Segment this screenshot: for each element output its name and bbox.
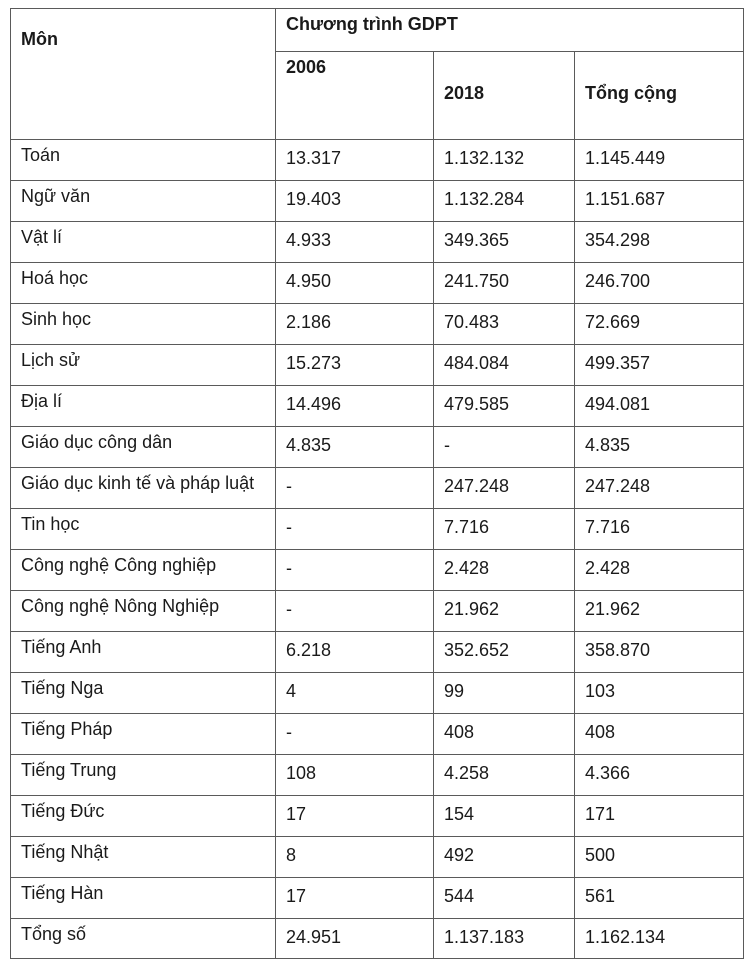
- value-2018-cell: 349.365: [434, 222, 575, 263]
- value-2006-cell: -: [276, 591, 434, 632]
- exam-registration-table: [10, 8, 744, 959]
- table-row: [11, 837, 744, 878]
- subject-cell: Vật lí: [11, 222, 276, 263]
- table-row: [11, 181, 744, 222]
- value-2018-cell: 484.084: [434, 345, 575, 386]
- value-2006-cell: 17: [276, 796, 434, 837]
- subject-cell: Lịch sử: [11, 345, 276, 386]
- value-2006-cell: 4: [276, 673, 434, 714]
- total-cell: 7.716: [575, 509, 744, 550]
- total-cell: 500: [575, 837, 744, 878]
- value-2018-cell: 247.248: [434, 468, 575, 509]
- value-2006-cell: -: [276, 509, 434, 550]
- subject-cell: Hoá học: [11, 263, 276, 304]
- header-program: Chương trình GDPT: [276, 9, 744, 52]
- total-cell: 2.428: [575, 550, 744, 591]
- value-2006-cell: 14.496: [276, 386, 434, 427]
- value-2006-cell: -: [276, 550, 434, 591]
- value-2006-cell: 2.186: [276, 304, 434, 345]
- subject-cell: Tin học: [11, 509, 276, 550]
- value-2018-cell: 154: [434, 796, 575, 837]
- table-row: [11, 263, 744, 304]
- table-row: [11, 714, 744, 755]
- total-cell: 1.151.687: [575, 181, 744, 222]
- table-row: [11, 386, 744, 427]
- table-row: [11, 550, 744, 591]
- header-2006: 2006: [276, 52, 434, 140]
- subject-cell: Giáo dục công dân: [11, 427, 276, 468]
- value-2018-cell: -: [434, 427, 575, 468]
- total-cell: 1.162.134: [575, 919, 744, 959]
- value-2018-cell: 99: [434, 673, 575, 714]
- subject-cell: Công nghệ Công nghiệp: [11, 550, 276, 591]
- subject-cell: Sinh học: [11, 304, 276, 345]
- total-cell: 494.081: [575, 386, 744, 427]
- header-total: Tổng cộng: [575, 52, 744, 140]
- value-2018-cell: 70.483: [434, 304, 575, 345]
- subject-cell: Toán: [11, 140, 276, 181]
- value-2018-cell: 479.585: [434, 386, 575, 427]
- total-cell: 246.700: [575, 263, 744, 304]
- table-row: [11, 632, 744, 673]
- value-2018-cell: 21.962: [434, 591, 575, 632]
- table-row: [11, 591, 744, 632]
- value-2018-cell: 1.137.183: [434, 919, 575, 959]
- table-row: [11, 755, 744, 796]
- total-cell: 247.248: [575, 468, 744, 509]
- value-2006-cell: 13.317: [276, 140, 434, 181]
- table-row: [11, 919, 744, 959]
- total-cell: 4.366: [575, 755, 744, 796]
- value-2018-cell: 408: [434, 714, 575, 755]
- value-2006-cell: 8: [276, 837, 434, 878]
- value-2006-cell: 4.950: [276, 263, 434, 304]
- total-cell: 358.870: [575, 632, 744, 673]
- header-subject: Môn: [11, 9, 276, 140]
- subject-cell: Công nghệ Nông Nghiệp: [11, 591, 276, 632]
- value-2018-cell: 2.428: [434, 550, 575, 591]
- value-2006-cell: -: [276, 468, 434, 509]
- subject-cell: Tiếng Pháp: [11, 714, 276, 755]
- value-2006-cell: 4.933: [276, 222, 434, 263]
- table-row: [11, 345, 744, 386]
- total-cell: 103: [575, 673, 744, 714]
- value-2006-cell: 19.403: [276, 181, 434, 222]
- header-2018: 2018: [434, 52, 575, 140]
- table-row: [11, 509, 744, 550]
- value-2006-cell: 15.273: [276, 345, 434, 386]
- total-cell: 1.145.449: [575, 140, 744, 181]
- subject-cell: Tiếng Nga: [11, 673, 276, 714]
- value-2018-cell: 492: [434, 837, 575, 878]
- subject-cell: Địa lí: [11, 386, 276, 427]
- value-2018-cell: 4.258: [434, 755, 575, 796]
- value-2006-cell: 24.951: [276, 919, 434, 959]
- table-row: [11, 878, 744, 919]
- subject-cell: Giáo dục kinh tế và pháp luật: [11, 468, 276, 509]
- table-row: [11, 304, 744, 345]
- value-2018-cell: 1.132.132: [434, 140, 575, 181]
- total-cell: 171: [575, 796, 744, 837]
- header-row-1: [11, 9, 744, 52]
- subject-cell: Tiếng Đức: [11, 796, 276, 837]
- subject-cell: Ngữ văn: [11, 181, 276, 222]
- table-row: [11, 468, 744, 509]
- total-cell: 72.669: [575, 304, 744, 345]
- value-2006-cell: 6.218: [276, 632, 434, 673]
- value-2018-cell: 352.652: [434, 632, 575, 673]
- value-2006-cell: 108: [276, 755, 434, 796]
- table-row: [11, 222, 744, 263]
- table-row: [11, 796, 744, 837]
- total-cell: 354.298: [575, 222, 744, 263]
- subject-cell: Tiếng Trung: [11, 755, 276, 796]
- value-2006-cell: 17: [276, 878, 434, 919]
- subject-cell: Tiếng Hàn: [11, 878, 276, 919]
- table-row: [11, 427, 744, 468]
- value-2018-cell: 7.716: [434, 509, 575, 550]
- total-cell: 561: [575, 878, 744, 919]
- table-row: [11, 673, 744, 714]
- total-cell: 21.962: [575, 591, 744, 632]
- value-2018-cell: 1.132.284: [434, 181, 575, 222]
- value-2006-cell: 4.835: [276, 427, 434, 468]
- total-cell: 4.835: [575, 427, 744, 468]
- subject-cell: Tiếng Nhật: [11, 837, 276, 878]
- value-2018-cell: 544: [434, 878, 575, 919]
- value-2006-cell: -: [276, 714, 434, 755]
- subject-cell: Tổng số: [11, 919, 276, 959]
- value-2018-cell: 241.750: [434, 263, 575, 304]
- total-cell: 499.357: [575, 345, 744, 386]
- total-cell: 408: [575, 714, 744, 755]
- subject-cell: Tiếng Anh: [11, 632, 276, 673]
- table-row: [11, 140, 744, 181]
